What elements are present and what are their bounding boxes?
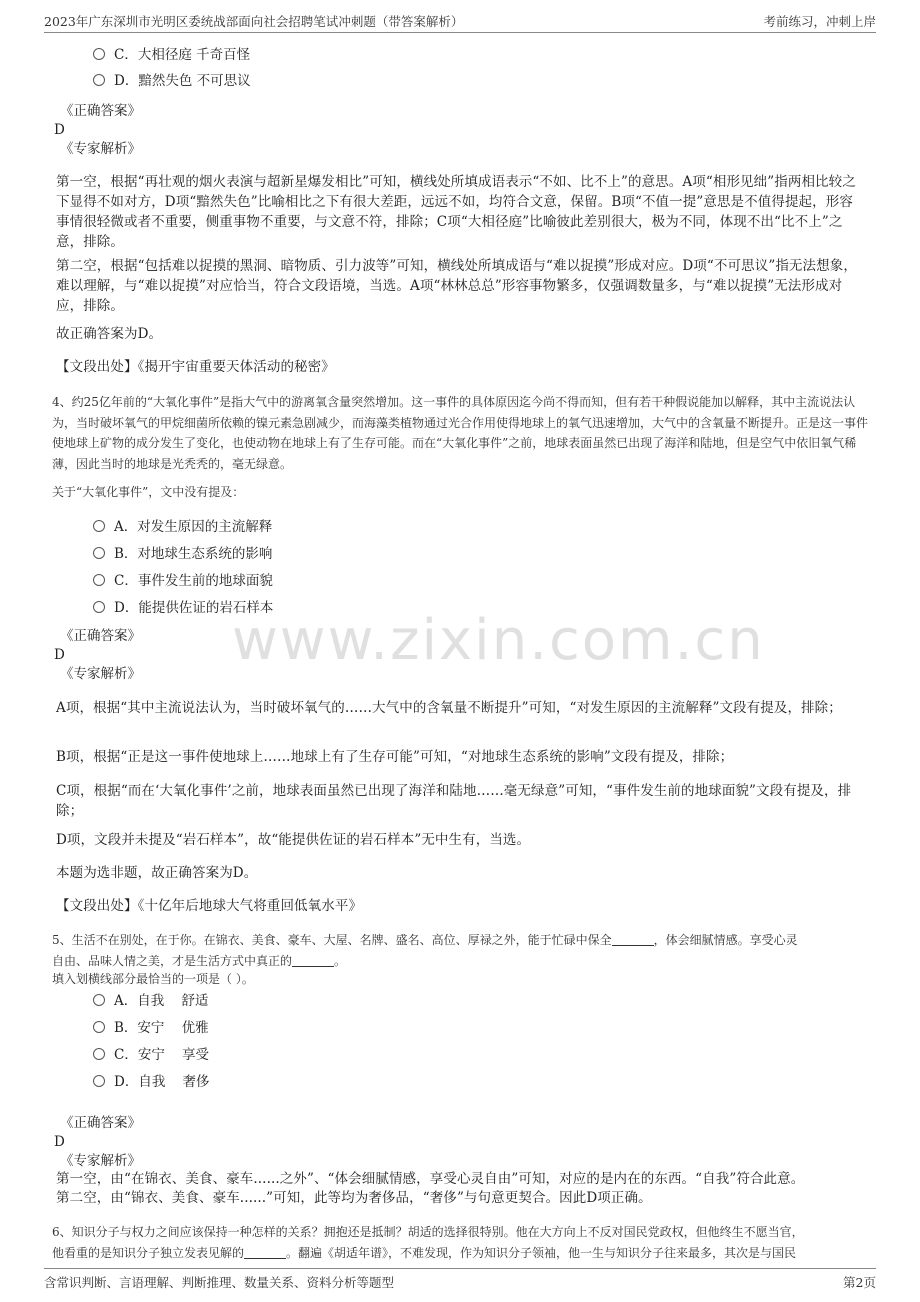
q5-analysis-paragraph: 第二空，由“锦衣、美食、豪车......”可知，此等均为奢侈品，“奢侈”与句意更契合。因此D项正确。 (56, 1190, 652, 1206)
q4-stem: 4、约25亿年前的“大氧化事件”是指大气中的游离氧含量突然增加。这一事件的具体原因迄今尚不得而知，但有若干种假说能加以解释，其中主流说法认为，当时破坏氧气的甲烷细菌所依赖的镍元素急剧减少，而海藻类植物通过光合作用使得地球上的氧气迅速增加，大气中的含氧量不断提升。正是这一事件使地球上矿物的成分发生了变化，也使动物在地球上有了生存可能。而在“大氧化事件”之前，地球表面虽然已出现了海洋和陆地，但是空气中依旧氧气稀薄，因此当时的地球是光秃秃的，毫无绿意。 (52, 395, 869, 471)
q3-conclusion: 故正确答案为D。 (56, 326, 163, 342)
fill-blank (292, 952, 334, 967)
radio-icon[interactable] (93, 1021, 105, 1033)
q4-analysis-paragraph: C项，根据“而在‘大氧化事件’之前，地球表面虽然已出现了海洋和陆地……毫无绿意”可知，“事件发生前的地球面貌”文段有提及，排除； (56, 783, 852, 819)
q3-source: 【文段出处】《揭开宇宙重要天体活动的秘密》 (56, 359, 335, 375)
q3-analysis-label: 《专家解析》 (60, 141, 141, 157)
q4-answer: D (54, 647, 65, 663)
watermark: www.zixin.com.cn (232, 608, 765, 673)
q4-option-d[interactable]: D．能提供佐证的岩石样本 (93, 599, 273, 617)
q3-answer-label: 《正确答案》 (60, 103, 141, 119)
q5-prompt: 填入划横线部分最恰当的一项是（ ）。 (52, 972, 254, 986)
q3-analysis-paragraph: 第二空，根据“包括难以捉摸的黑洞、暗物质、引力波等”可知，横线处所填成语与“难以捉摸”形成对应。D项“不可思议”指无法想象，难以理解，与“难以捉摸”对应恰当，符合文段语境，当选。A项“林林总总”形容事物繁多，仅强调数量多，与“难以捉摸”无法形成对应，排除。 (56, 258, 857, 314)
radio-icon[interactable] (93, 1048, 105, 1060)
radio-icon[interactable] (93, 1075, 105, 1087)
q4-analysis-paragraph: B项，根据“正是这一事件使地球上……地球上有了生存可能”可知，“对地球生态系统的影响”文段有提及，排除； (56, 749, 734, 765)
document-title: 2023年广东深圳市光明区委统战部面向社会招聘笔试冲刺题（带答案解析） (44, 14, 464, 29)
fill-blank (612, 931, 654, 946)
q4-analysis-paragraph: A项，根据“其中主流说法认为，当时破坏氧气的……大气中的含氧量不断提升”可知，“对发生原因的主流解释”文段有提及，排除； (56, 700, 842, 716)
page-footer (44, 1268, 876, 1293)
q4-prompt: 关于“大氧化事件”，文中没有提及： (52, 485, 245, 499)
q5-option-d[interactable]: D．自我 奢侈 (93, 1073, 210, 1091)
q5-answer: D (54, 1134, 65, 1150)
q6-stem: 6、知识分子与权力之间应该保持一种怎样的关系？拥抱还是抵制？胡适的选择很特别。他在大方向上不反对国民党政权，但他终生不愿当官， 他看重的是知识分子独立发表见解的 。翻遍《胡适年谱》，不难发现，作为知识分子领袖，他一生与知识分子往来最多，其次是与国民 (52, 1225, 804, 1260)
q4-source: 【文段出处】《十亿年后地球大气将重回低氧水平》 (56, 898, 363, 914)
q4-analysis-paragraph: D项，文段并未提及“岩石样本”，故“能提供佐证的岩石样本”无中生有，当选。 (56, 832, 531, 848)
radio-icon[interactable] (93, 601, 105, 613)
radio-icon[interactable] (93, 994, 105, 1006)
header-tagline: 考前练习，冲刺上岸 (763, 14, 876, 29)
q5-option-c[interactable]: C．安宁 享受 (93, 1046, 209, 1064)
page-number: 第2页 (843, 1275, 876, 1290)
radio-icon[interactable] (93, 547, 105, 559)
radio-icon[interactable] (93, 520, 105, 532)
fill-blank (244, 1244, 286, 1259)
q4-option-c[interactable]: C．事件发生前的地球面貌 (93, 572, 273, 590)
q3-analysis-paragraph: 第一空，根据“再壮观的烟火表演与超新星爆发相比”可知，横线处所填成语表示“不如、比不上”的意思。A项“相形见绌”指两相比较之下显得不如对方，D项“黯然失色”比喻相比之下有很大差距，远远不如，均符合文意，保留。B项“不值一提”意思是不值得提起，形容事情很轻微或者不重要，侧重事物不重要，与文意不符，排除；C项“大相径庭”比喻彼此差别很大，极为不同，体现不出“比不上”之意，排除。 (56, 174, 856, 250)
q5-stem: 5、生活不在别处，在于你。在锦衣、美食、豪车、大屋、名牌、盛名、高位、厚禄之外，能于忙碌中保全 ，体会细腻情感。享受心灵 自由、品味人情之美，才是生活方式中真正的 。 (52, 933, 798, 968)
q5-analysis-label: 《专家解析》 (60, 1153, 141, 1169)
q4-analysis-label: 《专家解析》 (60, 666, 141, 682)
radio-icon[interactable] (93, 48, 105, 60)
q5-option-b[interactable]: B．安宁 优雅 (93, 1019, 209, 1037)
q4-option-a[interactable]: A．对发生原因的主流解释 (93, 518, 272, 536)
radio-icon[interactable] (93, 74, 105, 86)
page-header (44, 10, 876, 33)
q3-option-d[interactable]: D．黯然失色 不可思议 (93, 72, 251, 90)
q3-answer: D (54, 122, 65, 138)
q4-conclusion: 本题为选非题，故正确答案为D。 (56, 865, 258, 881)
footer-categories: 含常识判断、言语理解、判断推理、数量关系、资料分析等题型 (44, 1275, 395, 1290)
q4-option-b[interactable]: B．对地球生态系统的影响 (93, 545, 272, 563)
q4-answer-label: 《正确答案》 (60, 628, 141, 644)
q5-analysis-paragraph: 第一空，由“在锦衣、美食、豪车......之外”、“体会细腻情感，享受心灵自由”可知，对应的是内在的东西。“自我”符合此意。 (56, 1171, 805, 1187)
q5-answer-label: 《正确答案》 (60, 1115, 141, 1131)
q3-option-c[interactable]: C．大相径庭 千奇百怪 (93, 46, 250, 64)
radio-icon[interactable] (93, 574, 105, 586)
q5-option-a[interactable]: A．自我 舒适 (93, 992, 208, 1010)
